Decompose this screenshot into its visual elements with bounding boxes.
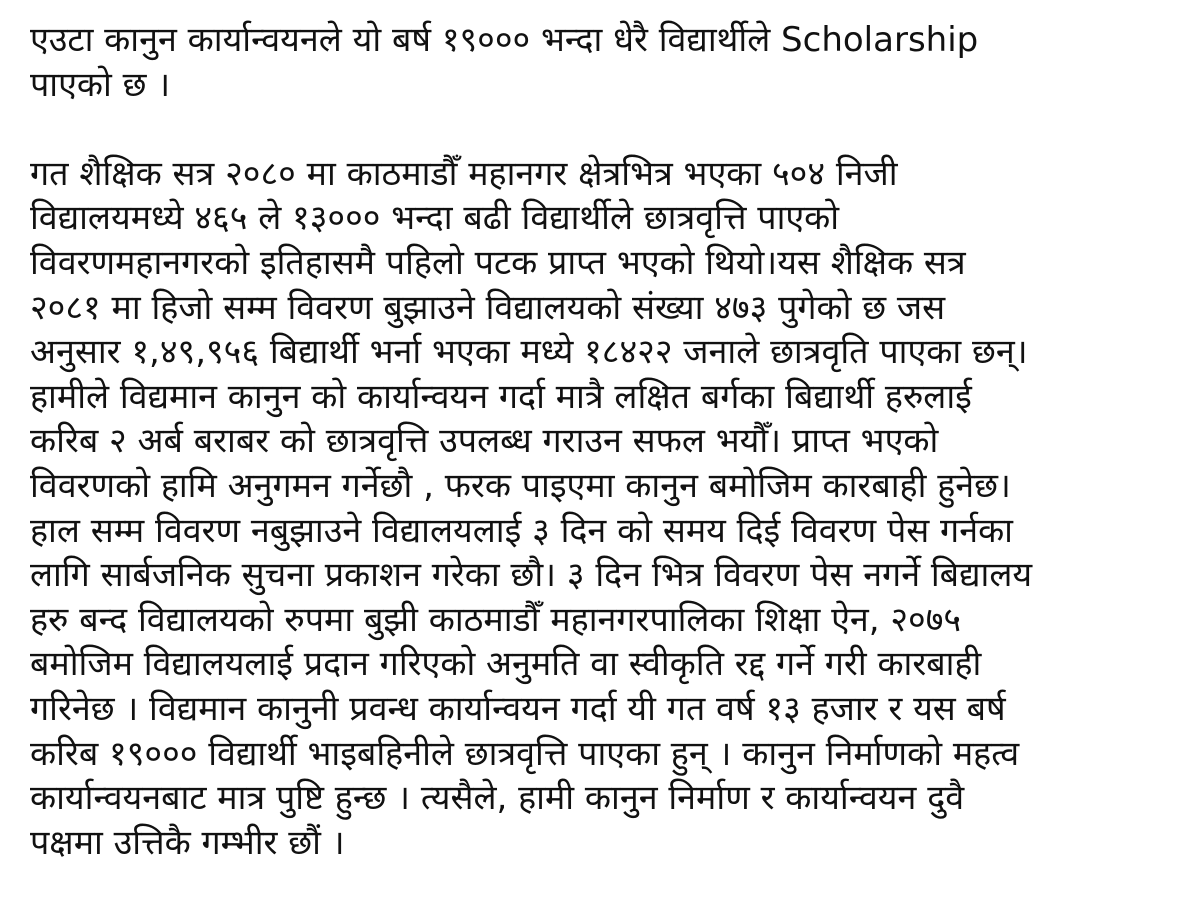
text-line: बमोजिम विद्यालयलाई प्रदान गरिएको अनुमति वा स्वीकृति रद्द गर्ने गरी कारबाही	[30, 644, 982, 685]
text-line: विद्यालयमध्ये ४६५ ले १३००० भन्दा बढी विद्यार्थीले छात्रवृत्ति पाएको	[30, 198, 840, 239]
body-paragraph	[30, 152, 1180, 866]
text-line: करिब १९००० विद्यार्थी भाइबहिनीले छात्रवृत्ति पाएका हुन् । कानुन निर्माणको महत्व	[30, 733, 1020, 774]
text-line: अनुसार १,४९,९५६ बिद्यार्थी भर्ना भएका मध्ये १८४२२ जनाले छात्रवृति पाएका छन्।	[30, 332, 1028, 373]
text-line: एउटा कानुन कार्यान्वयनले यो बर्ष १९००० भन्दा धेरै विद्यार्थीले Scholarship	[30, 20, 979, 60]
text-line: पक्षमा उत्तिकै गम्भीर छौं ।	[30, 822, 345, 863]
text-line: २०८१ मा हिजो सम्म विवरण बुझाउने विद्यालयको संख्या ४७३ पुगेको छ जस	[30, 287, 946, 328]
text-line: पाएको छ ।	[30, 64, 171, 105]
text-line: हरु बन्द विद्यालयको रुपमा बुझी काठमाडौँ महानगरपालिका शिक्षा ऐन, २०७५	[30, 599, 962, 640]
heading-paragraph	[30, 18, 1180, 107]
paragraph-gap	[30, 107, 1180, 152]
text-line: गरिनेछ । विद्यमान कानुनी प्रवन्ध कार्यान्वयन गर्दा यी गत वर्ष १३ हजार र यस बर्ष	[30, 688, 1006, 729]
text-line: करिब २ अर्ब बराबर को छात्रवृत्ति उपलब्ध गराउन सफल भयौँ। प्राप्त भएको	[30, 421, 939, 462]
text-line: हाल सम्म विवरण नबुझाउने विद्यालयलाई ३ दिन को समय दिई विवरण पेस गर्नका	[30, 510, 1013, 551]
text-line: विवरणमहानगरको इतिहासमै पहिलो पटक प्राप्त भएको थियो।यस शैक्षिक सत्र	[30, 242, 966, 283]
text-line: लागि सार्बजनिक सुचना प्रकाशन गरेका छौ। ३ दिन भित्र विवरण पेस नगर्ने बिद्यालय	[30, 555, 1033, 596]
text-line: हामीले विद्यमान कानुन को कार्यान्वयन गर्दा मात्रै लक्षित बर्गका बिद्यार्थी हरुलाई	[30, 376, 972, 417]
text-line: गत शैक्षिक सत्र २०८० मा काठमाडौँ महानगर क्षेत्रभित्र भएका ५०४ निजी	[30, 153, 898, 194]
text-line: कार्यान्वयनबाट मात्र पुष्टि हुन्छ । त्यसैले, हामी कानुन निर्माण र कार्यान्वयन दुवै	[30, 778, 965, 819]
text-line: विवरणको हामि अनुगमन गर्नेछौ , फरक पाइएमा कानुन बमोजिम कारबाही हुनेछ।	[30, 465, 1011, 506]
